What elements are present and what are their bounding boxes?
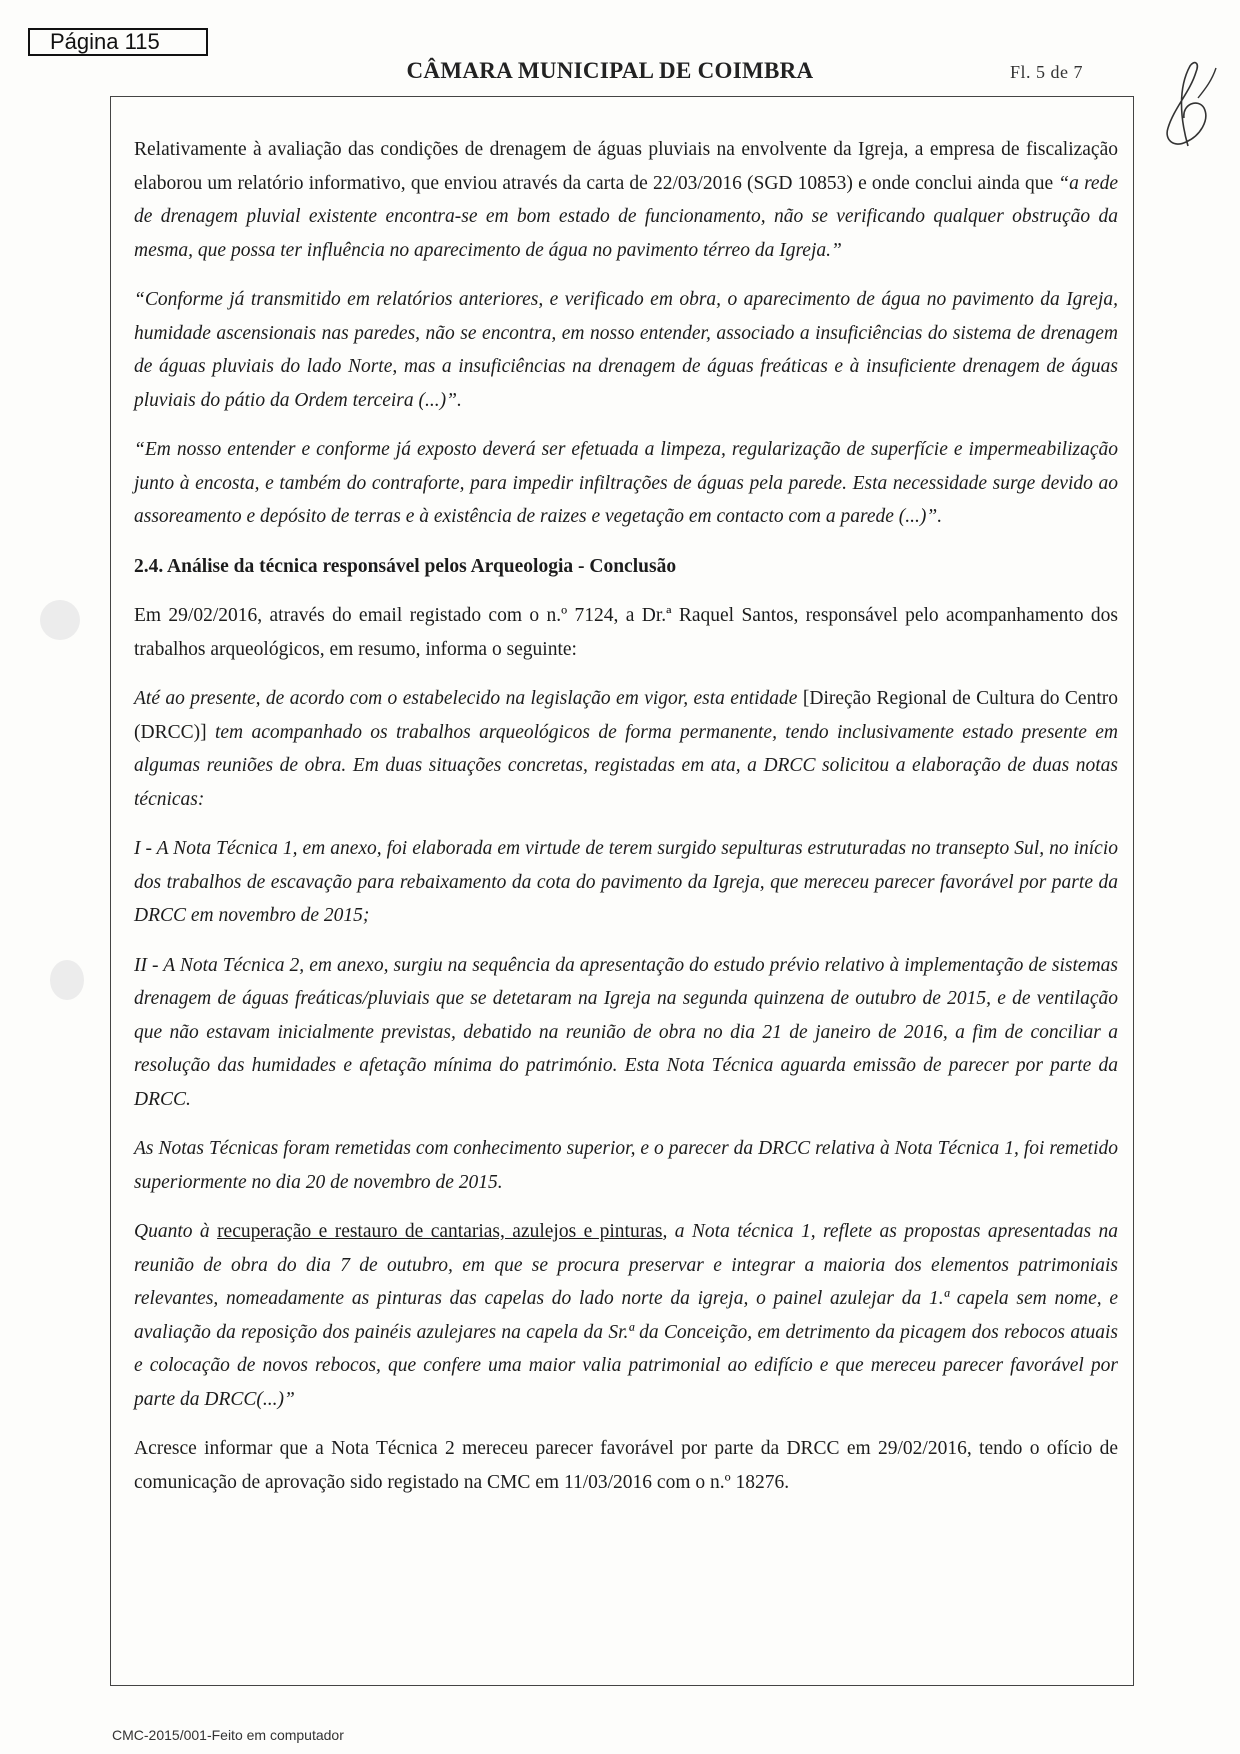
handwritten-initials [1160,58,1220,158]
paragraph-text: Quanto à [134,1221,218,1242]
section-heading: 2.4. Análise da técnica responsável pelos Arqueologia - Conclusão [134,555,677,577]
header-title: CÂMARA MUNICIPAL DE COIMBRA [406,58,814,83]
paragraph-note-1: I - A Nota Técnica 1, em anexo, foi elaborada em virtude de terem surgido sepulturas estruturadas no transepto Sul, no início dos trabalhos de escavação para rebaixamento da cota do pavimento da Igreja, que mereceu parecer favorável por parte da DRCC em novembro de 2015; [134,838,1118,926]
underlined-text: recuperação e restauro de cantarias, azulejos e pinturas [217,1221,663,1242]
paragraph [134,1215,1118,1416]
scan-mark [40,600,80,640]
paragraph [134,133,1118,267]
paragraph-text: [Direção Regional de Cultura do Centro (DRCC)] [134,688,1118,743]
paragraph-text: Relativamente à avaliação das condições de drenagem de águas pluviais na envolvente da Igreja, a empresa de fiscalização elaborou um relatório informativo, que enviou através da carta de 22/03/2016 (SGD 10853) e onde conclui ainda que [134,139,1118,194]
paragraph [134,682,1118,816]
page-number-box: Página 115 [28,28,208,56]
paragraph: Em 29/02/2016, através do email registado com o n.º 7124, a Dr.ª Raquel Santos, responsável pelo acompanhamento dos trabalhos arqueológicos, em resumo, informa o seguinte: [134,605,1118,660]
paragraph: Acresce informar que a Nota Técnica 2 mereceu parecer favorável por parte da DRCC em 29/02/2016, tendo o ofício de comunicação de aprovação sido registado na CMC em 11/03/2016 com o n.º 18276. [134,1438,1118,1493]
paragraph-note-2: II - A Nota Técnica 2, em anexo, surgiu na sequência da apresentação do estudo prévio relativo à implementação de sistemas drenagem de águas freáticas/pluviais que se detetaram na Igreja na segunda quinzena de outubro de 2015, e de ventilação que não estavam inicialmente previstas, debatido na reunião de obra no dia 21 de janeiro de 2016, a fim de conciliar a resolução das humidades e afetação mínima do património. Esta Nota Técnica aguarda emissão de parecer por parte da DRCC. [134,954,1118,1110]
folio-number: Fl. 5 de 7 [1010,62,1084,82]
scan-mark [50,960,84,1000]
paragraph-text: Até ao presente, de acordo com o estabelecido na legislação em vigor, esta entidade [134,688,803,709]
paragraph-quote: “Em nosso entender e conforme já exposto deverá ser efetuada a limpeza, regularização de superfície e impermeabilização junto à encosta, e também do contraforte, para impedir infiltrações de águas pela parede. Esta necessidade surge devido ao assoreamento e depósito de terras e à existência de raizes e vegetação em contacto com a parede (...)”. [134,439,1118,527]
paragraph-quote: “Conforme já transmitido em relatórios anteriores, e verificado em obra, o aparecimento de água no pavimento da Igreja, humidade ascensionais nas paredes, não se encontra, em nosso entender, associado a insuficiências do sistema de drenagem de águas pluviais do lado Norte, mas a insuficiências na drenagem de águas freáticas e à insuficiente drenagem de águas pluviais do pátio da Ordem terceira (...)”. [134,289,1118,411]
paragraph-text: , a Nota técnica 1, reflete as propostas apresentadas na reunião de obra do dia 7 de outubro, em que se procura preservar e integrar a maioria dos elementos patrimoniais relevantes, nomeadamente as pinturas das capelas do lado norte da igreja, o painel azulejar da 1.ª capela sem nome, e avaliação da reposição dos painéis azulejares na capela da Sr.ª da Conceição, em detrimento da picagem dos rebocos atuais e colocação de novos rebocos, que confere uma maior valia patrimonial ao edifício e que mereceu parecer favorável por parte da DRCC(...)” [134,1221,1118,1410]
footer-reference: CMC-2015/001-Feito em computador [112,1727,344,1743]
paragraph-text: tem acompanhado os trabalhos arqueológicos de forma permanente, tendo inclusivamente estado presente em algumas reuniões de obra. Em duas situações concretas, registadas em ata, a DRCC solicitou a elaboração de duas notas técnicas: [134,721,1118,810]
document-body [134,133,1118,1515]
paragraph: As Notas Técnicas foram remetidas com conhecimento superior, e o parecer da DRCC relativa à Nota Técnica 1, foi remetido superiormente no dia 20 de novembro de 2015. [134,1138,1118,1193]
quote-text: “a rede de drenagem pluvial existente encontra-se em bom estado de funcionamento, não se verificando qualquer obstrução da mesma, que possa ter influência no aparecimento de água no pavimento térreo da Igreja.” [134,172,1118,261]
